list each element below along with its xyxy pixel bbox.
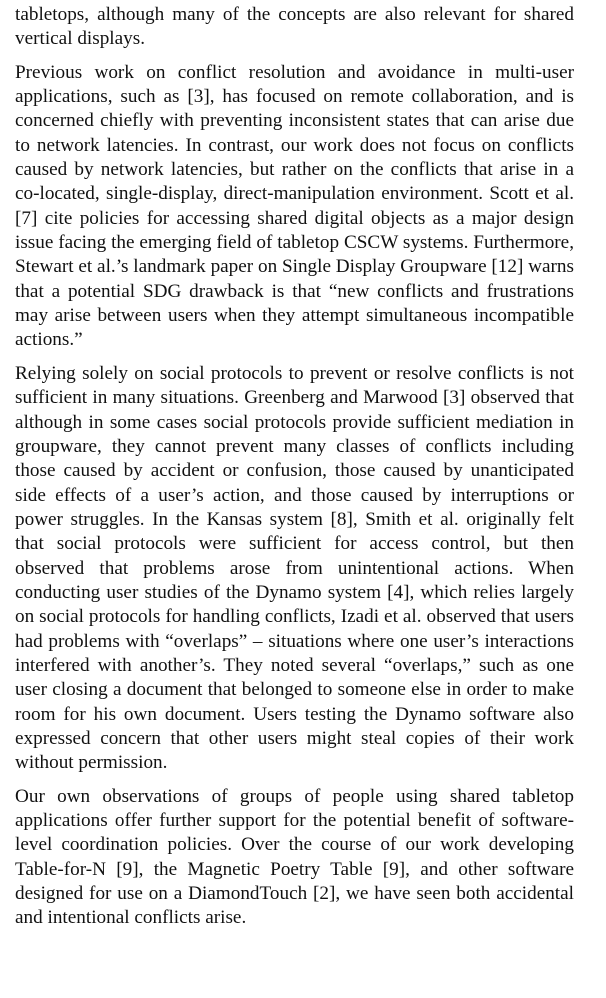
paragraph-social-protocols: Relying solely on social protocols to prevent or resolve conflicts is not sufficient in many situations. Greenberg and Marwood [3] observed that although in some cases social protocols provide sufficient mediation in groupware, they cannot prevent many classes of conflicts including those caused by accident or confusion, those caused by unanticipated side effects of a user’s action, and those caused by interruptions or power struggles. In the Kansas system [8], Smith et al. originally felt that social protocols were sufficient for access control, but then observed that problems arose from unintentional actions. When conducting user studies of the Dynamo system [4], which relies largely on social protocols for handling conflicts, Izadi et al. observed that users had problems with “overlaps” – situations where one user’s interactions interfered with another’s. They noted several “overlaps,” such as one user closing a document that belonged to someone else in order to make room for his own document. Users testing the Dynamo software also expressed concern that other users might steal copies of their work without permission. xyxy=(15,362,574,774)
paragraph-continuation: tabletops, although many of the concepts are also relevant for shared vertical displays. xyxy=(15,4,574,50)
paragraph-own-observations: Our own observations of groups of people using shared tabletop applications offer further support for the potential benefit of software-level coordination policies. Over the course of our work developing Table-for-N [9], the Magnetic Poetry Table [9], and other software designed for use on a DiamondTouch [2], we have seen both accidental and intentional conflicts arise. xyxy=(15,785,574,929)
paragraph-previous-work: Previous work on conflict resolution and avoidance in multi-user applications, such as [3], has focused on remote collaboration, and is concerned chiefly with preventing inconsistent states that can arise due to network latencies. In contrast, our work does not focus on conflicts caused by network latencies, but rather on the conflicts that arise in a co-located, single-display, direct-manipulation environment. Scott et al. [7] cite policies for accessing shared digital objects as a major design issue facing the emerging field of tabletop CSCW systems. Furthermore, Stewart et al.’s landmark paper on Single Display Groupware [12] warns that a potential SDG drawback is that “new conflicts and frustrations may arise between users when they attempt simultaneous incompatible actions.” xyxy=(15,61,574,351)
